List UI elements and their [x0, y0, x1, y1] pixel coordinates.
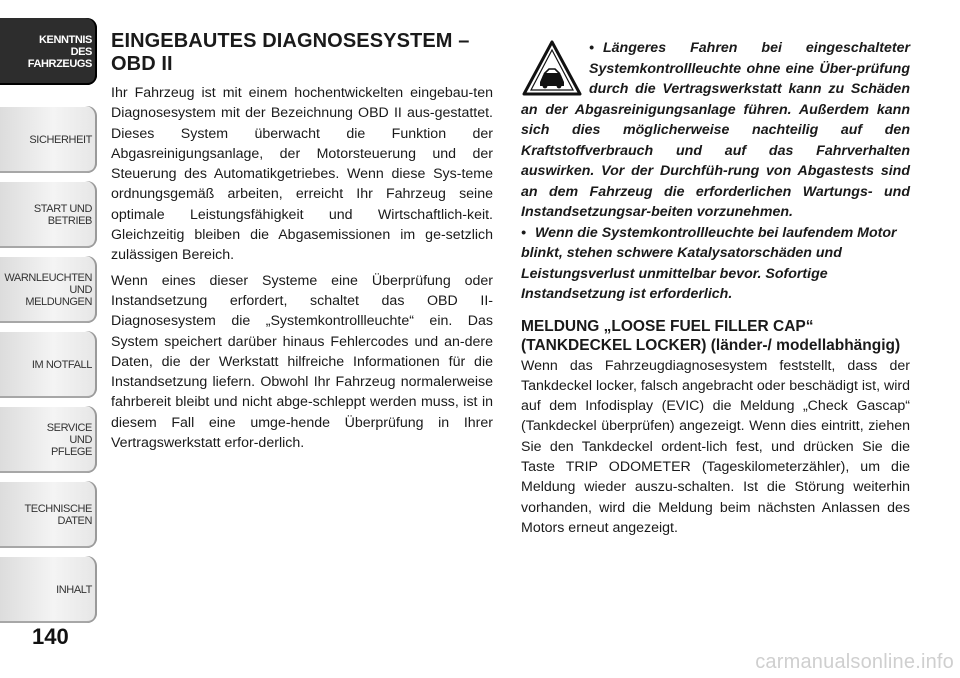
tab-start-und-betrieb[interactable] — [0, 181, 97, 248]
right-column — [521, 38, 910, 538]
tab-kenntnis-des-fahrzeugs[interactable] — [0, 18, 97, 85]
tab-technische-daten[interactable] — [0, 481, 97, 548]
left-column — [111, 30, 493, 453]
tab-inhalt[interactable] — [0, 556, 97, 623]
warning-text-2: Wenn die Systemkontrollleuchte bei laufendem Motor blinkt, stehen schwere Katalysatorschäden und Leistungsverlust unmittelbar bevor. Sofortige Instandsetzung ist erforderlich. — [521, 224, 897, 302]
tab-label: SICHERHEIT — [29, 133, 92, 146]
obd-warning-paragraph: Wenn eines dieser Systeme eine Überprüfung oder Instandsetzung erfordert, schaltet das OBD II-Diagnosesystem die „Systemkontrollleuchte“ ein. Das System speichert darüber hinaus Fehlercodes und an-dere Daten, die der Werkstatt hilfreiche Informationen für die Instandsetzung liefern. Obwohl Ihr Fahrzeug normalerweise fahrbereit bleibt und nicht abge-schleppt werden muss, ist in diesem Fall eine umge-hende Überprüfung in Ihrer Vertragswerkstatt erfor-derlich. — [111, 272, 493, 452]
gascap-paragraph: Wenn das Fahrzeugdiagnosesystem feststellt, dass der Tankdeckel locker, falsch angebracht oder beschädigt ist, wird auf dem Infodisplay (EVIC) die Meldung „Check Gascap“ (Tankdeckel überprüfen) angezeigt. Wenn dies eintritt, ziehen Sie den Tankdeckel ordent-lich fest, und drücken Sie die Taste TRIP ODOMETER (Tageskilometerzähler), um die Meldung wieder auszu-schalten. Ist die Störung weiterhin vorhanden, wird die Meldung beim nächsten Anlassen des Motors erneut angezeigt. — [521, 357, 910, 536]
tab-label: START UND BETRIEB — [33, 202, 92, 227]
section-title: EINGEBAUTES DIAGNOSESYSTEM – OBD II — [111, 30, 470, 75]
intro-paragraph: Ihr Fahrzeug ist mit einem hochentwickelten eingebau-ten Diagnosesystem mit der Bezeichnung OBD II aus-gestattet. Dieses System überwacht die Funktion der Abgasreinigungsanlage, der Motorsteuerung und der Steuerung des Automatikgetriebes. Wenn diese Sys-teme ordnungsgemäß arbeiten, erreicht Ihr Fahrzeug seine optimale Leistungsfähigkeit und Wirtschaftlich-keit. Gleichzeitig bleiben die Abgasemissionen im ge-setzlich zulässigen Bereich. — [111, 85, 493, 264]
watermark: carmanualsonline.info — [755, 651, 954, 673]
warning-box — [521, 38, 910, 305]
tab-label: SERVICE UND PFLEGE — [46, 421, 92, 458]
tab-label: INHALT — [56, 583, 92, 596]
page-number: 140 — [32, 624, 69, 649]
tab-label: TECHNISCHE DATEN — [24, 502, 92, 527]
warning-triangle-car-icon — [521, 38, 583, 98]
bullet-glyph: • — [589, 40, 594, 56]
tab-label: WARNLEUCHTEN UND MELDUNGEN — [4, 271, 92, 308]
warning-item-2 — [521, 223, 910, 305]
subsection-title: MELDUNG „LOOSE FUEL FILLER CAP“ (TANKDECKEL LOCKER) (länder-/ modellabhängig) — [521, 317, 901, 354]
tab-warnleuchten-und-meldungen[interactable] — [0, 256, 97, 323]
bullet-glyph: • — [521, 224, 526, 241]
tab-label: KENNTNIS DES FAHRZEUGS — [27, 33, 92, 70]
warning-text-1: Längeres Fahren bei eingeschalteter Systemkontrollleuchte ohne eine Über-prüfung durch die Vertragswerkstatt kann zu Schäden an der Abgasreinigungsanlage führen. Außerdem kann sich dies möglicherweise nachteilig auf den Kraftstoffverbrauch und auf das Fahrverhalten auswirken. Vor der Durchfüh-rung von Abgastests sind an dem Fahrzeug die erforderlichen Wartungs- und Instandsetzungsar-beiten vorzunehmen. — [521, 40, 910, 220]
tab-im-notfall[interactable] — [0, 331, 97, 398]
tab-sicherheit[interactable] — [0, 106, 97, 173]
tab-service-und-pflege[interactable] — [0, 406, 97, 473]
tab-label: IM NOTFALL — [31, 358, 92, 371]
